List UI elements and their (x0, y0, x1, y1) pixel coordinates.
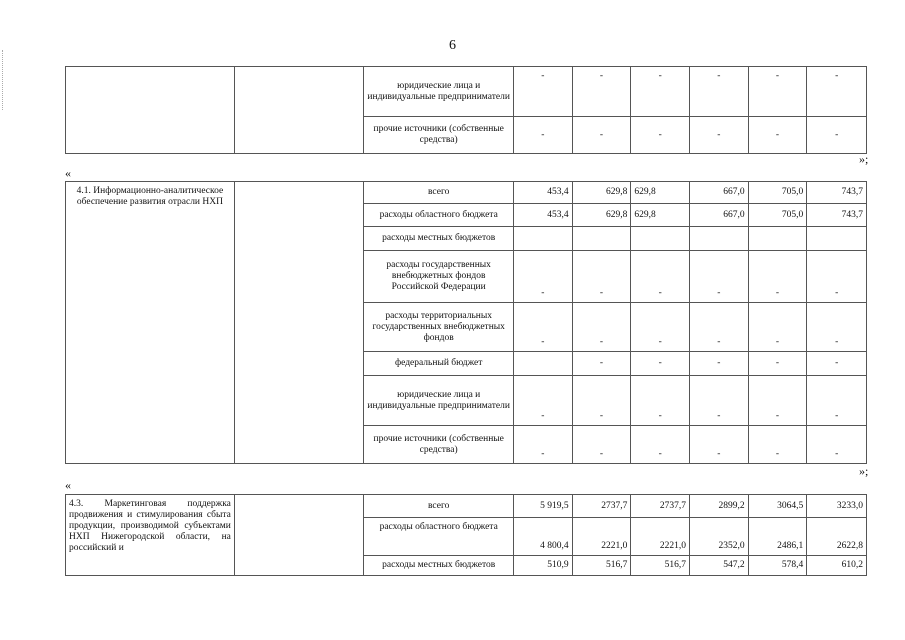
value-cell: 629,8 (572, 204, 631, 227)
value-cell: - (748, 251, 807, 303)
value-cell: - (689, 117, 748, 154)
value-cell: - (807, 376, 867, 426)
value-cell: 453,4 (514, 182, 573, 204)
value-cell: 516,7 (631, 556, 690, 576)
value-cell: - (514, 67, 573, 117)
row-label: расходы государственных внебюджетных фондов Российской Федерации (364, 251, 514, 303)
value-cell: - (748, 117, 807, 154)
value-cell: 2352,0 (689, 518, 748, 556)
value-cell: 743,7 (807, 182, 867, 204)
value-cell: - (689, 426, 748, 464)
value-cell: 629,8 (631, 204, 690, 227)
row-label: расходы местных бюджетов (364, 556, 514, 576)
value-cell (514, 227, 573, 251)
value-cell: 667,0 (689, 182, 748, 204)
row-label: расходы местных бюджетов (364, 227, 514, 251)
page-number: 6 (449, 38, 456, 53)
value-cell: - (689, 303, 748, 352)
value-cell: - (748, 426, 807, 464)
value-cell: - (572, 67, 631, 117)
value-cell: 705,0 (748, 204, 807, 227)
value-cell: - (514, 251, 573, 303)
table-section-4-1 (65, 181, 867, 464)
value-cell: 2899,2 (689, 495, 748, 518)
value-cell: - (514, 303, 573, 352)
value-cell (514, 352, 573, 376)
value-cell: 3064,5 (748, 495, 807, 518)
value-cell: 3233,0 (807, 495, 867, 518)
value-cell: 2737,7 (572, 495, 631, 518)
value-cell: - (572, 117, 631, 154)
value-cell: - (514, 376, 573, 426)
value-cell: - (631, 251, 690, 303)
value-cell: - (689, 376, 748, 426)
value-cell: 453,4 (514, 204, 573, 227)
closing-quote: »; (859, 152, 869, 166)
value-cell: 2486,1 (748, 518, 807, 556)
value-cell: 578,4 (748, 556, 807, 576)
section-title: 4.3. Маркетинговая поддержка продвижения и стимулирования сбыта продукции, производимой субъектами НХП Нижегородской области, на российский и (66, 495, 235, 576)
empty-cell (234, 182, 363, 464)
value-cell: 667,0 (689, 204, 748, 227)
value-cell: - (631, 67, 690, 117)
value-cell: 629,8 (572, 182, 631, 204)
value-cell (807, 227, 867, 251)
value-cell (631, 227, 690, 251)
row-label: юридические лица и индивидуальные предприниматели (364, 67, 514, 117)
row-label: всего (364, 182, 514, 204)
margin-rule (2, 50, 3, 110)
value-cell: - (748, 352, 807, 376)
value-cell: 2221,0 (631, 518, 690, 556)
value-cell: - (689, 67, 748, 117)
value-cell: 516,7 (572, 556, 631, 576)
value-cell: - (631, 303, 690, 352)
value-cell: - (572, 426, 631, 464)
value-cell: - (807, 352, 867, 376)
value-cell: - (631, 376, 690, 426)
row-label: всего (364, 495, 514, 518)
value-cell: 610,2 (807, 556, 867, 576)
row-label: расходы территориальных государственных внебюджетных фондов (364, 303, 514, 352)
value-cell: - (807, 426, 867, 464)
value-cell: 2221,0 (572, 518, 631, 556)
opening-quote: « (65, 166, 71, 180)
value-cell: 705,0 (748, 182, 807, 204)
value-cell: - (631, 117, 690, 154)
value-cell: - (689, 352, 748, 376)
value-cell: - (631, 352, 690, 376)
value-cell (748, 227, 807, 251)
value-cell (572, 227, 631, 251)
value-cell: 743,7 (807, 204, 867, 227)
value-cell: - (748, 67, 807, 117)
value-cell: 629,8 (631, 182, 690, 204)
row-label: прочие источники (собственные средства) (364, 117, 514, 154)
value-cell: 2622,8 (807, 518, 867, 556)
value-cell: - (514, 426, 573, 464)
row-label: юридические лица и индивидуальные предприниматели (364, 376, 514, 426)
value-cell: 5 919,5 (514, 495, 573, 518)
value-cell: - (689, 251, 748, 303)
value-cell: - (748, 376, 807, 426)
empty-cell (234, 495, 363, 576)
value-cell: - (514, 117, 573, 154)
empty-cell (66, 67, 235, 154)
value-cell: 2737,7 (631, 495, 690, 518)
closing-quote: »; (859, 464, 869, 478)
row-label: расходы областного бюджета (364, 518, 514, 556)
value-cell: - (748, 303, 807, 352)
value-cell: - (572, 376, 631, 426)
row-label: федеральный бюджет (364, 352, 514, 376)
value-cell: - (807, 67, 867, 117)
opening-quote: « (65, 478, 71, 492)
section-title: 4.1. Информационно-аналитическое обеспечение развития отрасли НХП (66, 182, 235, 464)
value-cell: - (807, 303, 867, 352)
row-label: прочие источники (собственные средства) (364, 426, 514, 464)
value-cell: 547,2 (689, 556, 748, 576)
value-cell: 4 800,4 (514, 518, 573, 556)
value-cell (689, 227, 748, 251)
value-cell: - (807, 251, 867, 303)
empty-cell (234, 67, 363, 154)
value-cell: - (807, 117, 867, 154)
value-cell: - (631, 426, 690, 464)
value-cell: - (572, 352, 631, 376)
value-cell: - (572, 303, 631, 352)
table-section-4-3 (65, 494, 867, 576)
value-cell: 510,9 (514, 556, 573, 576)
table-continuation (65, 66, 867, 154)
row-label: расходы областного бюджета (364, 204, 514, 227)
value-cell: - (572, 251, 631, 303)
